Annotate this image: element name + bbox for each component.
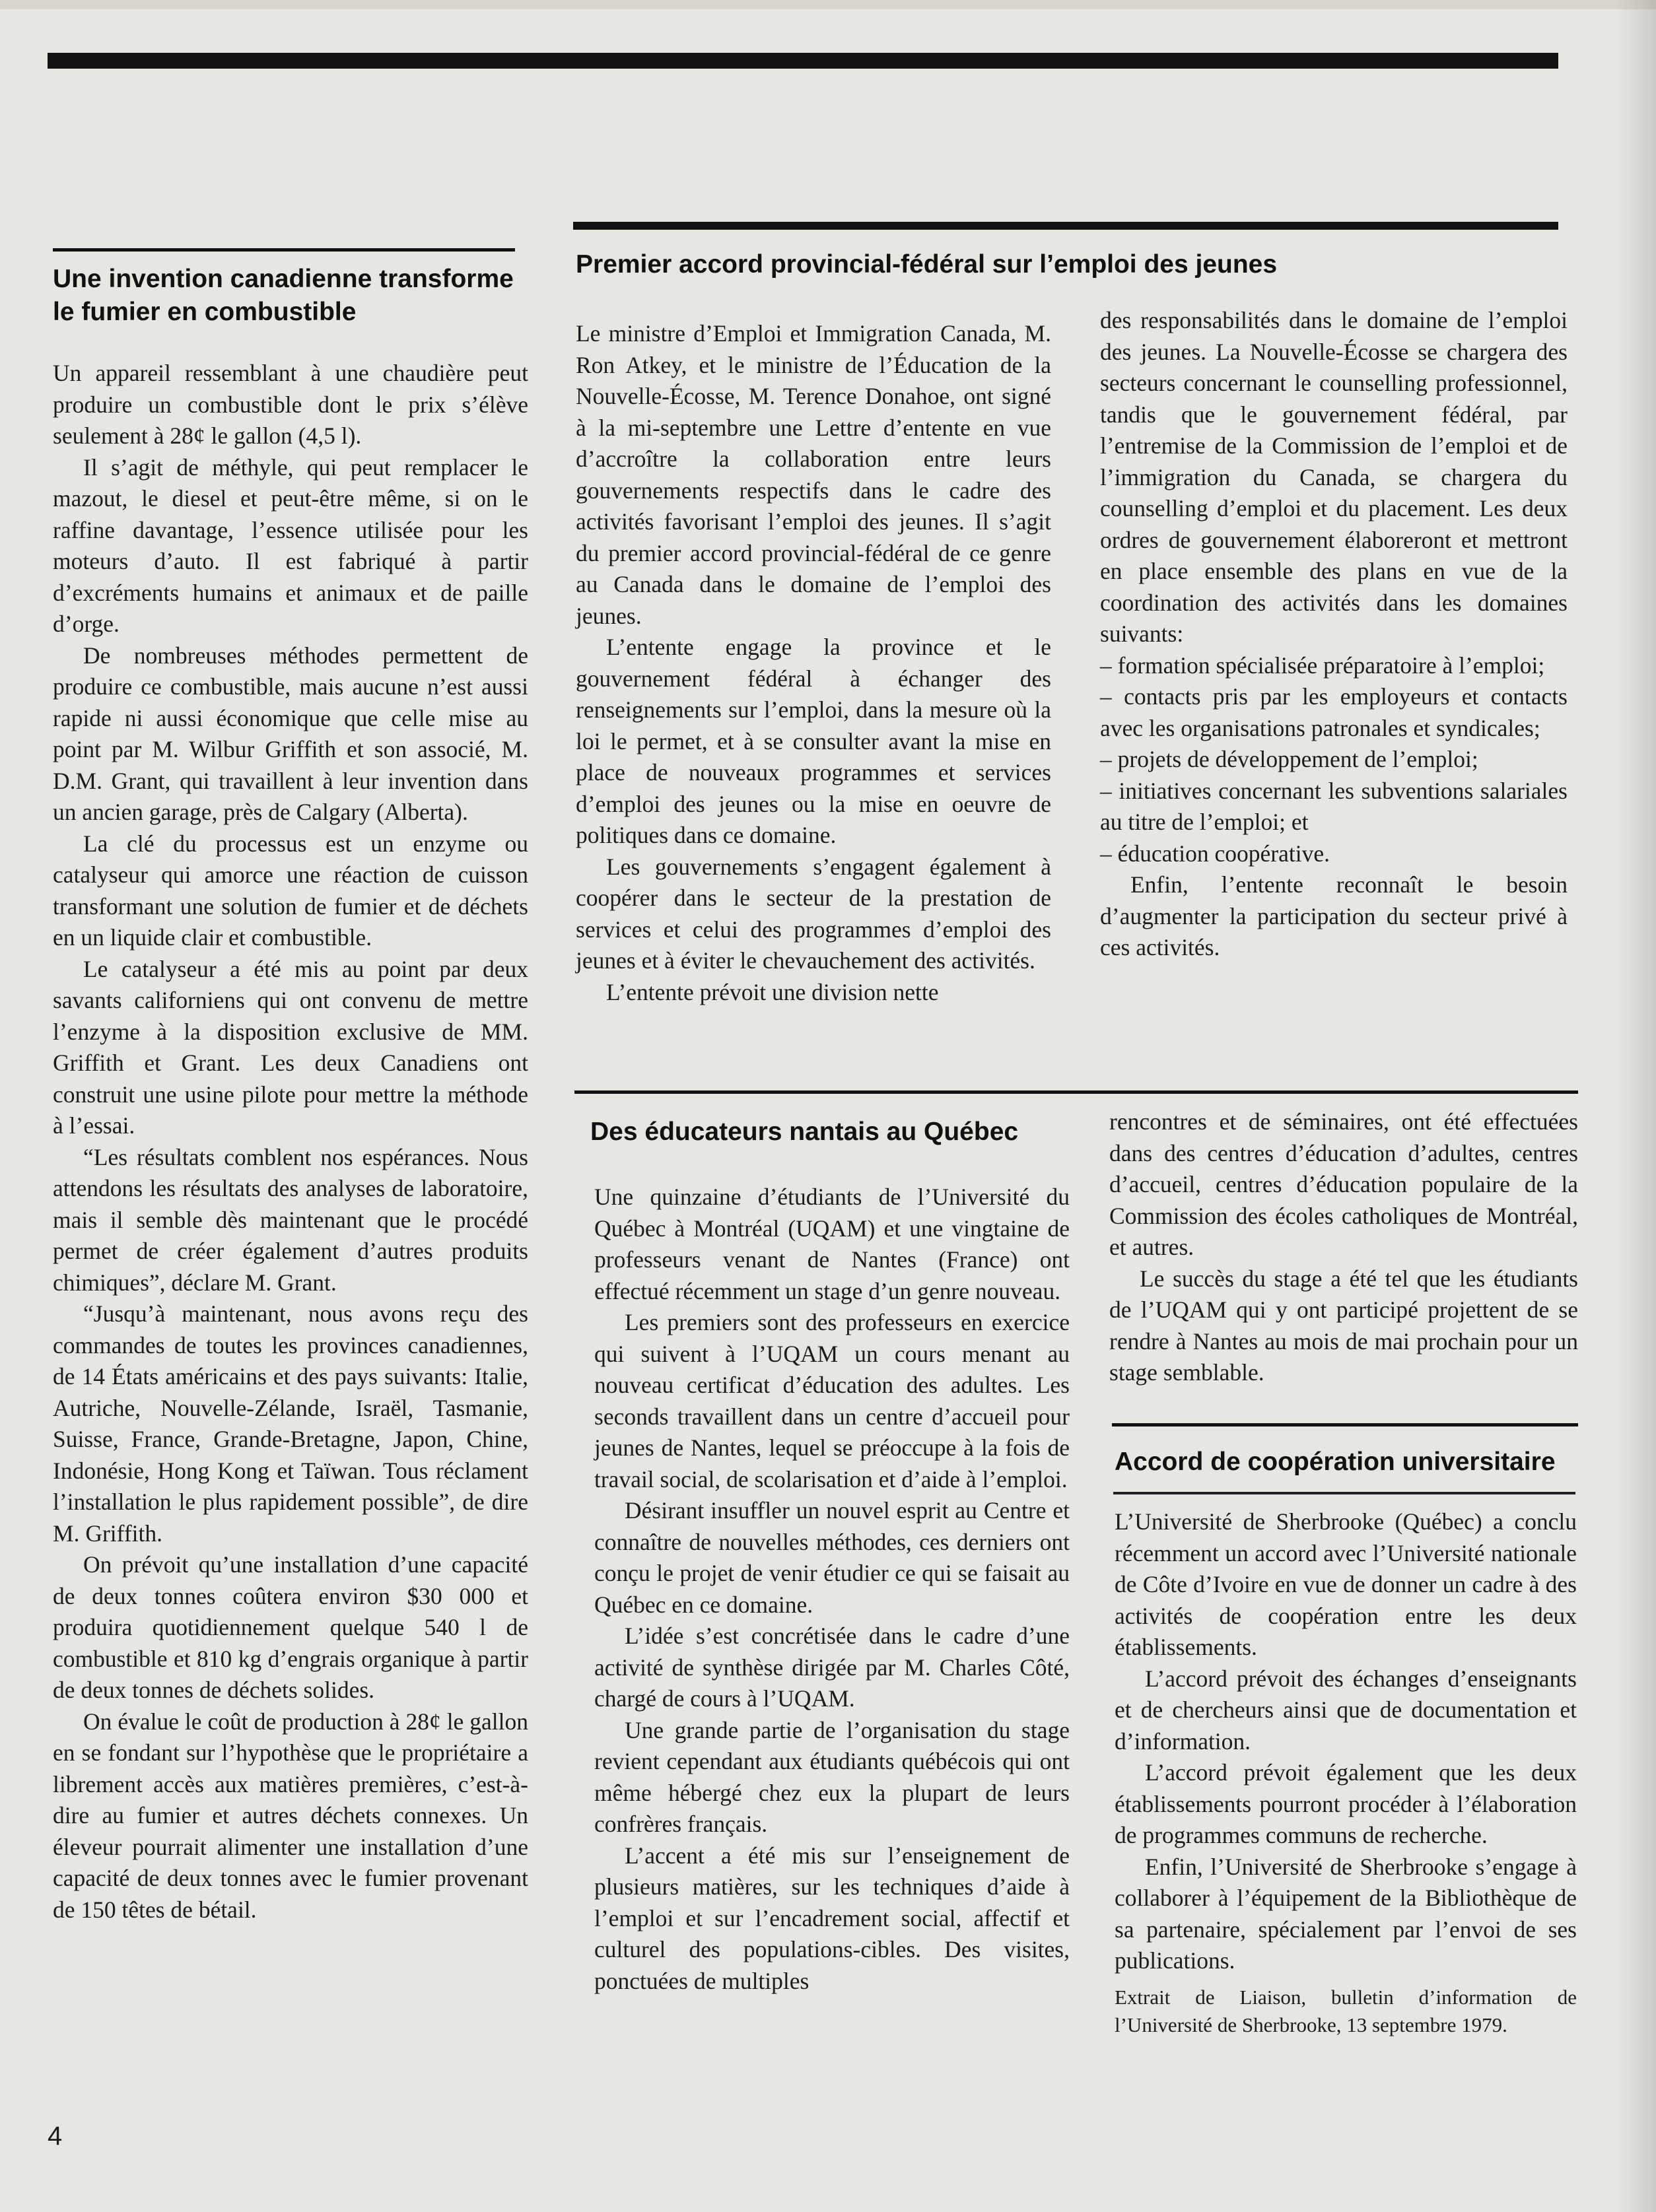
article-body-right <box>1109 1106 1578 1389</box>
paragraph: L’accord prévoit également que les deux établissements pourront procéder à l’élaboration de programmes communs de recherche. <box>1115 1759 1577 1848</box>
paragraph: De nombreuses méthodes permettent de produire ce combustible, mais aucune n’est aussi rapide ni aussi économique que celle mise au point par M. Wilbur Griffith et son associé, M. D.M. Grant, qui travaillent à leur invention dans un ancien garage, près de Calgary (Alberta). <box>53 642 528 825</box>
list-item: – projets de développement de l’emploi; <box>1100 746 1478 772</box>
article-headline: Premier accord provincial-fédéral sur l’emploi des jeunes <box>576 250 1278 279</box>
paragraph: Une grande partie de l’organisation du stage revient cependant aux étudiants québécois qui ont même hébergé chez eux la plupart de leurs confrères français. <box>594 1716 1070 1837</box>
paragraph: des responsabilités dans le domaine de l’emploi des jeunes. La Nouvelle-Écosse se chargera des secteurs concernant le counselling professionnel, tandis que le gouvernement fédéral, par l’entremise de la Commission de l’emploi et de l’immigration du Canada, se chargera du counselling d’emploi et du placement. Les deux ordres de gouvernement élaboreront et mettront en place ensemble des plans en vue de la coordination des activités dans les domaines suivants: <box>1100 307 1568 647</box>
article-headline: Accord de coopération universitaire <box>1115 1448 1556 1476</box>
article-body <box>1115 1506 1577 2039</box>
article-headline: Une invention canadienne transforme le fumier en combustible <box>53 265 514 326</box>
article-rule <box>53 248 515 251</box>
paragraph: Un appareil ressemblant à une chaudière peut produire un combustible dont le prix s’élève seulement à 28¢ le gallon (4,5 l). <box>53 360 528 449</box>
article-body <box>53 358 528 1926</box>
page-top-strip <box>0 0 1656 9</box>
paragraph: Les premiers sont des professeurs en exercice qui suivent à l’UQAM un cours menant au nouveau certificat d’éducation des adultes. Les seconds travaillent dans un centre d’accueil pour jeunes de Nantes, lequel se préoccupe à la fois de travail social, de scolarisation et d’aide à l’emploi. <box>594 1309 1070 1492</box>
article-rule <box>1112 1423 1578 1426</box>
source-note: Extrait de Liaison, bulletin d’information de l’Université de Sherbrooke, 13 septembre 1979. <box>1115 1985 1577 2036</box>
paragraph: L’entente engage la province et le gouvernement fédéral à échanger des renseignements sur l’emploi, dans la mesure où la loi le permet, et à se consulter avant la mise en place de nouveaux programmes et services d’emploi des jeunes ou la mise en oeuvre de politiques dans ce domaine. <box>576 634 1051 848</box>
list-item: – formation spécialisée préparatoire à l’emploi; <box>1100 652 1545 679</box>
paragraph: La clé du processus est un enzyme ou catalyseur qui amorce une réaction de cuisson transformant une solution de fumier et de déchets en un liquide clair et combustible. <box>53 830 528 951</box>
list-item: – contacts pris par les employeurs et contacts avec les organisations patronales et syndicales; <box>1100 683 1568 741</box>
headline-underline <box>1113 1492 1575 1494</box>
article-body-left <box>594 1182 1070 1997</box>
paragraph: On évalue le coût de production à 28¢ le gallon en se fondant sur l’hypothèse que le propriétaire a librement accès aux matières premières, c’est-à-dire au fumier et autres déchets connexes. Un éleveur pourrait alimenter une installation d’une capacité de deux tonnes avec le fumier provenant de 150 têtes de bétail. <box>53 1708 528 1923</box>
header-rule <box>48 53 1558 69</box>
paragraph: L’Université de Sherbrooke (Québec) a conclu récemment un accord avec l’Université nationale de Côte d’Ivoire en vue de donner un cadre à des activités de coopération entre les deux établissements. <box>1115 1508 1577 1660</box>
article-rule <box>574 1090 1578 1094</box>
paragraph: L’accord prévoit des échanges d’enseignants et de chercheurs ainsi que de documentation et d’information. <box>1115 1665 1577 1755</box>
article-rule <box>573 222 1558 230</box>
paragraph: Enfin, l’Université de Sherbrooke s’engage à collaborer à l’équipement de la Bibliothèque de sa partenaire, spécialement par l’envoi de ses publications. <box>1115 1853 1577 1974</box>
paragraph: L’accent a été mis sur l’enseignement de plusieurs matières, sur les techniques d’aide à l’emploi et sur l’encadrement social, affectif et culturel des populations-cibles. Des visites, ponctuées de multiples <box>594 1842 1070 1994</box>
article-body-right <box>1100 305 1568 964</box>
list-item: – éducation coopérative. <box>1100 840 1330 867</box>
list-item: – initiatives concernant les subventions salariales au titre de l’emploi; et <box>1100 777 1568 835</box>
page-number: 4 <box>48 2122 63 2151</box>
paragraph: Enfin, l’entente reconnaît le besoin d’augmenter la participation du secteur privé à ces activités. <box>1100 871 1568 960</box>
paragraph: On prévoit qu’une installation d’une capacité de deux tonnes coûtera environ $30 000 et produira quotidiennement quelque 540 l de combustible et 810 kg d’engrais organique à partir de deux tonnes de déchets solides. <box>53 1551 528 1703</box>
paragraph: Désirant insuffler un nouvel esprit au Centre et connaître de nouvelles méthodes, ces derniers ont conçu le projet de venir étudier ce qui se faisait au Québec en ce domaine. <box>594 1497 1070 1618</box>
paragraph: L’idée s’est concrétisée dans le cadre d’une activité de synthèse dirigée par M. Charles Côté, chargé de cours à l’UQAM. <box>594 1623 1070 1712</box>
paragraph: rencontres et de séminaires, ont été effectuées dans des centres d’éducation d’adultes, centres d’accueil, centres d’éducation populaire de la Commission des écoles catholiques de Montréal, et autres. <box>1109 1108 1578 1260</box>
paragraph: Il s’agit de méthyle, qui peut remplacer le mazout, le diesel et peut-être même, si on le raffine davantage, l’essence utilisée pour les moteurs d’auto. Il est fabriqué à partir d’excréments humains et animaux et de paille d’orge. <box>53 453 528 637</box>
paragraph: Le ministre d’Emploi et Immigration Canada, M. Ron Atkey, et le ministre de l’Éducation de la Nouvelle-Écosse, M. Terence Donahoe, ont signé à la mi-septembre une Lettre d’entente en vue d’accroître la collaboration entre leurs gouvernements respectifs dans le cadre des activités favorisant l’emploi des jeunes. Il s’agit du premier accord provincial-fédéral de ce genre au Canada dans le domaine de l’emploi des jeunes. <box>576 320 1051 629</box>
article-headline: Des éducateurs nantais au Québec <box>590 1118 1019 1146</box>
paragraph: Le succès du stage a été tel que les étudiants de l’UQAM qui y ont participé projettent de se rendre à Nantes au mois de mai prochain pour un stage semblable. <box>1109 1265 1578 1386</box>
page-binding-shadow <box>1616 0 1656 2212</box>
paragraph: “Les résultats comblent nos espérances. Nous attendons les résultats des analyses de laboratoire, mais il semble dès maintenant que le procédé permet de créer également d’autres produits chimiques”, déclare M. Grant. <box>53 1143 528 1296</box>
paragraph: Une quinzaine d’étudiants de l’Université du Québec à Montréal (UQAM) et une vingtaine de professeurs venant de Nantes (France) ont effectué récemment un stage d’un genre nouveau. <box>594 1184 1070 1304</box>
paragraph: L’entente prévoit une division nette <box>606 978 939 1005</box>
paragraph: Les gouvernements s’engagent également à coopérer dans le secteur de la prestation de services et celui des programmes d’emploi des jeunes et à éviter le chevauchement des activités. <box>576 853 1051 974</box>
paragraph: “Jusqu’à maintenant, nous avons reçu des commandes de toutes les provinces canadiennes, de 14 États américains et des pays suivants: Italie, Autriche, Nouvelle-Zélande, Israël, Tasmanie, Suisse, France, Grande-Bretagne, Japon, Chine, Indonésie, Hong Kong et Taïwan. Tous réclament l’installation le plus rapidement possible”, de dire M. Griffith. <box>53 1300 528 1547</box>
article-body-left <box>576 318 1051 1008</box>
paragraph: Le catalyseur a été mis au point par deux savants californiens qui ont convenu de mettre l’enzyme à la disposition exclusive de MM. Griffith et Grant. Les deux Canadiens ont construit une usine pilote pour mettre la méthode à l’essai. <box>53 955 528 1139</box>
